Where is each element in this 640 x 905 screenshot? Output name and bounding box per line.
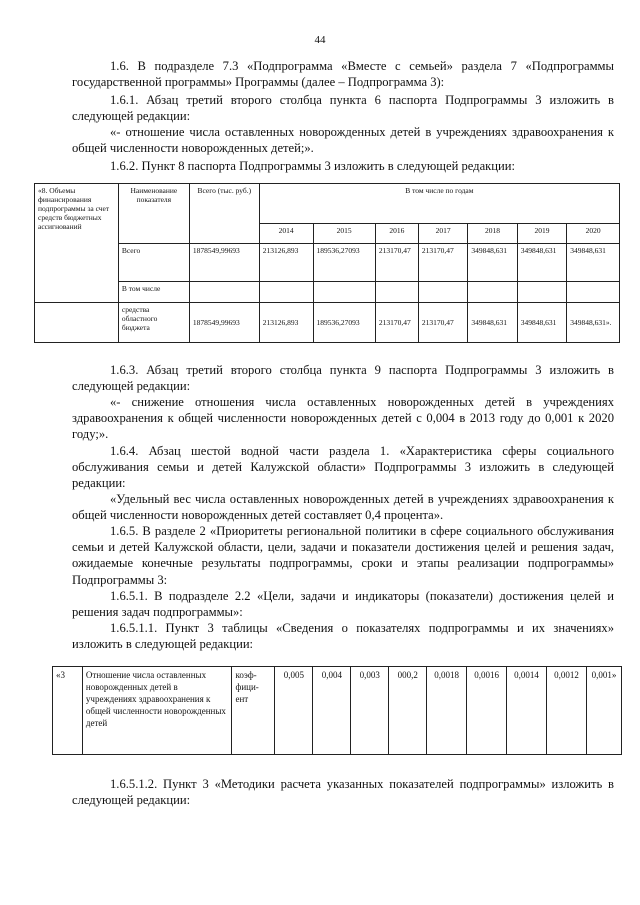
indicator-value: 0,004 <box>313 667 351 755</box>
paragraph-1-6-1: 1.6.1. Абзац третий второго столбца пункта 6 паспорта Подпрограммы 3 изложить в следующей редакции: <box>72 93 614 124</box>
row-total <box>189 282 259 303</box>
paragraph-1-6-3: 1.6.3. Абзац третий второго столбца пункта 9 паспорта Подпрограммы 3 изложить в следующей редакции: <box>72 363 614 394</box>
cell-value: 213126,893 <box>259 244 313 282</box>
row-name: Всего <box>118 244 189 282</box>
indicator-value: 000,2 <box>389 667 427 755</box>
year-header: 2019 <box>517 224 566 244</box>
row-total: 1878549,99693 <box>189 303 259 343</box>
indicator-value: 0,003 <box>351 667 389 755</box>
cell-value <box>517 282 566 303</box>
cell-value <box>418 282 467 303</box>
indicator-number: «3 <box>53 667 83 755</box>
paragraph-quote-2: «- снижение отношения числа оставленных новорожденных детей в учреждениях здравоохранения к общей численности новорожденных детей с 0,004 в 2013 году до 0,001 к 2020 году;». <box>72 395 614 442</box>
year-header: 2014 <box>259 224 313 244</box>
indicator-value: 0,001» <box>586 667 621 755</box>
page-number: 44 <box>314 34 326 46</box>
cell-value: 349848,631». <box>567 303 620 343</box>
paragraph-quote-1: «- отношение числа оставленных новорожденных детей в учреждениях здравоохранения к общей численности новорожденных детей;». <box>72 125 614 156</box>
cell-value: 349848,631 <box>517 244 566 282</box>
row-total: 1878549,99693 <box>189 244 259 282</box>
indicator-value: 0,0018 <box>427 667 467 755</box>
cell-value: 213170,47 <box>375 303 418 343</box>
year-header: 2016 <box>375 224 418 244</box>
paragraph-1-6-2: 1.6.2. Пункт 8 паспорта Подпрограммы 3 изложить в следующей редакции: <box>110 159 516 173</box>
cell-value: 213170,47 <box>375 244 418 282</box>
paragraph-1-6-4: 1.6.4. Абзац шестой водной части раздела 1. «Характеристика сферы социального обслуживания семьи и детей Калужской области» Подпрограммы 3 изложить в следующей редакции: <box>72 444 614 491</box>
paragraph-quote-3: «Удельный вес числа оставленных новорожденных детей в учреждениях здравоохранения к общей численности новорожденных детей составляет 0,4 процента». <box>72 492 614 523</box>
indicator-value: 0,0016 <box>467 667 507 755</box>
col-header-total: Всего (тыс. руб.) <box>189 184 259 244</box>
cell-value: 213170,47 <box>418 244 467 282</box>
cell-value: 349848,631 <box>468 303 517 343</box>
cell-value: 349848,631 <box>468 244 517 282</box>
indicator-unit: коэф-фици-ент <box>232 667 275 755</box>
cell-value <box>313 282 375 303</box>
year-header: 2018 <box>468 224 517 244</box>
indicator-table <box>52 666 622 755</box>
paragraph-1-6: 1.6. В подразделе 7.3 «Подпрограмма «Вместе с семьей» раздела 7 «Подпрограммы государственной программы» Программы (далее – Подпрограмма 3): <box>72 59 614 90</box>
table-row <box>53 667 622 755</box>
row-name: В том числе <box>118 282 189 303</box>
financing-row-label: «8. Объемы финансирования подпрограммы за счет средств бюджетных ассигнований <box>35 184 119 303</box>
table-row <box>35 303 620 343</box>
indicator-value: 0,0014 <box>507 667 547 755</box>
paragraph-1-6-5-1-2: 1.6.5.1.2. Пункт 3 «Методики расчета указанных показателей подпрограммы» изложить в следующей редакции: <box>72 777 614 808</box>
cell-value <box>567 282 620 303</box>
table-row <box>35 282 620 303</box>
indicator-name: Отношение числа оставленных новорожденных детей в учреждениях здравоохранения к общей численности новорожденных детей <box>82 667 232 755</box>
cell-value: 213170,47 <box>418 303 467 343</box>
col-header-years: В том числе по годам <box>259 184 619 224</box>
indicator-value: 0,005 <box>275 667 313 755</box>
cell-value: 189536,27093 <box>313 244 375 282</box>
paragraph-1-6-5-1: 1.6.5.1. В подразделе 2.2 «Цели, задачи и индикаторы (показатели) достижения целей и решения задач подпрограммы»: <box>72 589 614 620</box>
cell-value: 189536,27093 <box>313 303 375 343</box>
year-header: 2015 <box>313 224 375 244</box>
paragraph-1-6-5-1-1: 1.6.5.1.1. Пункт 3 таблицы «Сведения о показателях подпрограммы и их значениях» изложить в следующей редакции: <box>72 621 614 652</box>
cell-value <box>375 282 418 303</box>
cell-value: 349848,631 <box>517 303 566 343</box>
cell-value <box>468 282 517 303</box>
cell-value: 213126,893 <box>259 303 313 343</box>
table-row <box>35 244 620 282</box>
paragraph-1-6-5: 1.6.5. В разделе 2 «Приоритеты региональной политики в сфере социального обслуживания семьи и детей Калужской области, цели, задачи и показатели достижения целей и решения задач, ожидаемые конечные результаты подпрограммы, сроки и этапы реализации подпрограммы» Подпрограммы 3: <box>72 524 614 587</box>
indicator-value: 0,0012 <box>547 667 587 755</box>
col-header-name: Наименование показателя <box>118 184 189 244</box>
year-header: 2020 <box>567 224 620 244</box>
cell-value: 349848,631 <box>567 244 620 282</box>
cell-value <box>259 282 313 303</box>
row-name: средства областного бюджета <box>118 303 189 343</box>
financing-table <box>34 183 620 343</box>
year-header: 2017 <box>418 224 467 244</box>
